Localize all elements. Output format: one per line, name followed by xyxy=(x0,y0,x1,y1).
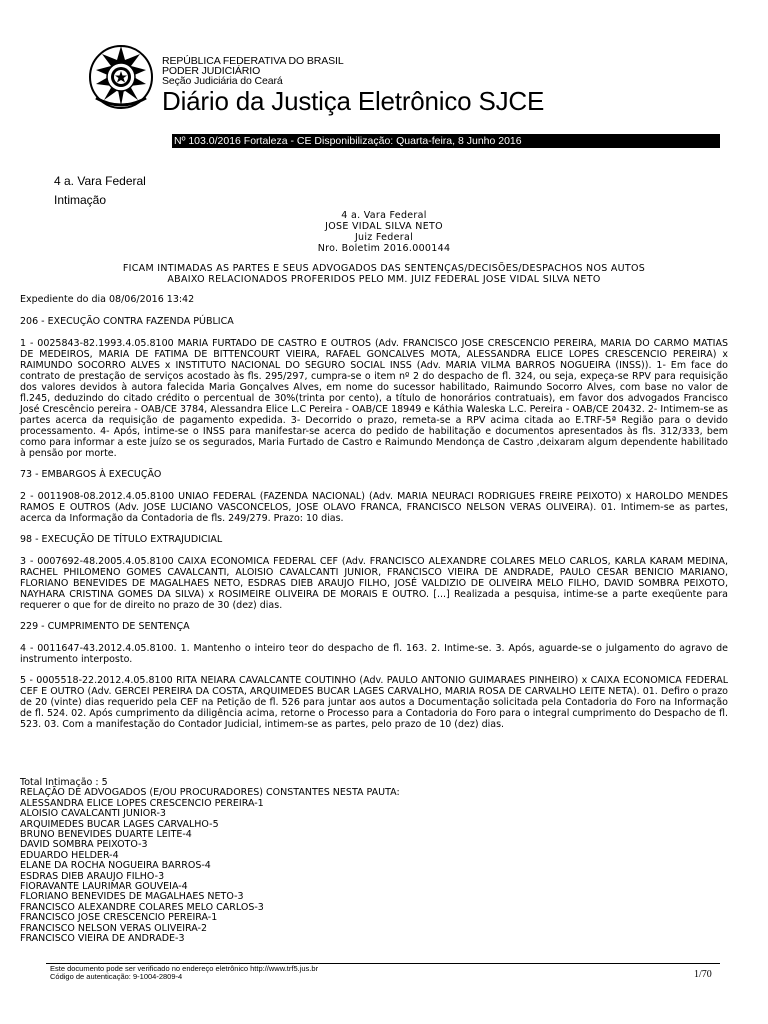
document-body xyxy=(20,294,728,740)
center-line: Juiz Federal xyxy=(354,232,414,243)
page-title: Diário da Justiça Eletrônico SJCE xyxy=(162,86,545,116)
expediente: Expediente do dia 08/06/2016 13:42 xyxy=(20,294,195,305)
footer-auth-code: Código de autenticação: 9-1004-2809-4 xyxy=(50,972,183,981)
section-heading: 98 - EXECUÇÃO DE TÍTULO EXTRAJUDICIAL xyxy=(20,534,223,545)
header-power: PODER JUDICIÁRIO xyxy=(162,65,261,77)
process-entry: 4 - 0011647-43.2012.4.05.8100. 1. Mantenho o inteiro teor do despacho de fl. 163. 2. Intime-se. 3. Após, aguarde-se o julgamento do agravo de instrumento interposto. xyxy=(20,643,728,665)
page-number: 1/70 xyxy=(694,969,712,980)
section-heading: 73 - EMBARGOS À EXECUÇÃO xyxy=(20,469,162,480)
center-line: JOSE VIDAL SILVA NETO xyxy=(325,221,443,232)
notice-line: FICAM INTIMADAS AS PARTES E SEUS ADVOGADOS DAS SENTENÇAS/DECISÕES/DESPACHOS NOS AUTOS xyxy=(122,263,646,274)
edition-info: Nº 103.0/2016 Fortaleza - CE Disponibilização: Quarta-feira, 8 Junho 2016 xyxy=(174,135,522,147)
coat-of-arms-seal-icon xyxy=(88,44,154,110)
header-republic: REPÚBLICA FEDERATIVA DO BRASIL xyxy=(162,55,344,67)
list-item: FLORIANO BENEVIDES DE MAGALHAES NETO-3 xyxy=(20,891,244,903)
section-heading: 229 - CUMPRIMENTO DE SENTENÇA xyxy=(20,621,190,632)
list-item: FIORAVANTE LAURIMAR GOUVEIA-4 xyxy=(20,881,188,893)
info-bar-notch xyxy=(162,134,172,148)
list-item: ALOISIO CAVALCANTI JUNIOR-3 xyxy=(20,808,166,820)
list-item: ARQUIMEDES BUCAR LAGES CARVALHO-5 xyxy=(20,818,219,830)
footer-verification: Este documento pode ser verificado no endereço eletrônico http://www.trf5.jus.br xyxy=(50,964,319,973)
lawyers-list xyxy=(20,778,728,945)
list-item: ALESSANDRA ELICE LOPES CRESCENCIO PEREIRA-1 xyxy=(20,797,264,809)
notice-line: ABAIXO RELACIONADOS PROFERIDOS PELO MM. JUIZ FEDERAL JOSE VIDAL SILVA NETO xyxy=(167,274,601,285)
list-item: ELANE DA ROCHA NOGUEIRA BARROS-4 xyxy=(20,860,211,872)
header-section: Seção Judiciária do Ceará xyxy=(162,75,283,87)
list-item: BRUNO BENEVIDES DUARTE LEITE-4 xyxy=(20,829,192,841)
list-item: ESDRAS DIEB ARAUJO FILHO-3 xyxy=(20,870,165,882)
list-item: EDUARDO HELDER-4 xyxy=(20,849,119,861)
section-type: Intimação xyxy=(54,193,107,207)
list-item: FRANCISCO ALEXANDRE COLARES MELO CARLOS-3 xyxy=(20,901,264,913)
process-entry: 5 - 0005518-22.2012.4.05.8100 RITA NEIARA CAVALCANTE COUTINHO (Adv. PAULO ANTONIO GUIMARAES PINHEIRO) x CAIXA ECONOMICA FEDERAL CEF E OUTRO (Adv. GERCEI PEREIRA DA COSTA, ARQUIMEDES BUCAR LAGES CARVALHO, MARIA ROSA DE CARVALHO LEITE NETA). 01. Defiro o prazo de 20 (vinte) dias requerido pela CEF na Petição de fl. 526 para juntar aos autos a Documentação solicitada pela Contadoria do Foro na Informação de fl. 524. 02. Após cumprimento da diligência acima, retorne o Processo para a Contadoria do Foro para o integral cumprimento do Despacho de fl. 523. 03. Com a manifestação do Contador Judicial, intimem-se as partes, pelo prazo de 10 (dez) dias. xyxy=(20,675,728,730)
total-intimacoes: Total Intimação : 5 xyxy=(20,777,108,788)
section-heading: 206 - EXECUÇÃO CONTRA FAZENDA PÚBLICA xyxy=(20,316,234,327)
process-entry: 1 - 0025843-82.1993.4.05.8100 MARIA FURTADO DE CASTRO E OUTROS (Adv. FRANCISCO JOSE CRESCENCIO PEREIRA, MARIA DO CARMO MATIAS DE MEDEIROS, MARIA DE FATIMA DE BITTENCOURT VIEIRA, RAFAEL GONCALVES MOTA, ALESSANDRA ELICE LOPES CRESCENCIO PEREIRA) x RAIMUNDO SOCORRO ALVES x INSTITUTO NACIONAL DO SEGURO SOCIAL INSS (Adv. MARIA VILMA BARROS NOGUEIRA (INSS)). 1- Em face do contrato de prestação de serviços acostado às fls. 295/297, cumpra-se o item nº 2 do despacho de fl. 324, ou seja, expeça-se RPV para requisição dos valores devidos à autora falecida Maria Gonçalves Alves, em nome do sucessor habilitado, Raimundo Socorro Alves, com base no valor de fl.245, deduzindo do citado crédito o percentual de 30%(trinta por cento), a título de honorários contratuais), em favor dos advogados Francisco José Crescêncio pereira - OAB/CE 3784, Alessandra Elice L.C Pereira - OAB/CE 18949 e Káthia Waleska L.C. Pereira - OAB/CE 20432. 2- Intimem-se as partes acerca da requisição de pagamento expedida. 3- Decorrido o prazo, remeta-se a RPV acima citada ao E.TRF-5ª Região para o devido processamento. 4- Após, intime-se o INSS para manifestar-se acerca do pedido de habilitação e documentos apresentados às fls. 312/333, bem como para informar a este juízo se os segurados, Maria Furtado de Castro e Raimundo Mendonça de Castro ,deixaram algum dependente habilitado à pensão por morte. xyxy=(20,338,728,459)
list-item: FRANCISCO NELSON VERAS OLIVEIRA-2 xyxy=(20,922,208,934)
section-vara: 4 a. Vara Federal xyxy=(54,174,146,188)
list-item: FRANCISCO JOSE CRESCENCIO PEREIRA-1 xyxy=(20,912,218,924)
process-entry: 3 - 0007692-48.2005.4.05.8100 CAIXA ECONOMICA FEDERAL CEF (Adv. FRANCISCO ALEXANDRE COLARES MELO CARLOS, KARLA KARAM MEDINA, RACHEL PHILOMENO GOMES CAVALCANTI, ALOISIO CAVALCANTI JUNIOR, FRANCISCO VIEIRA DE ANDRADE, PAULO CESAR BENICIO MARIANO, FLORIANO BENEVIDES DE MAGALHAES NETO, ESDRAS DIEB ARAUJO FILHO, JOSÉ VALDIZIO DE OLIVEIRA MELO FILHO, DAVID SOMBRA PEIXOTO, NAYHARA CRISTINA GOMES DA SILVA) x ROSIMEIRE OLIVEIRA DE MORAIS E OUTRO. [...] Realizada a pesquisa, intime-se a parte exeqüente para requerer o que for de direito no prazo de 30 (dez) dias. xyxy=(20,556,728,611)
list-item: DAVID SOMBRA PEIXOTO-3 xyxy=(20,839,148,851)
process-entry: 2 - 0011908-08.2012.4.05.8100 UNIAO FEDERAL (FAZENDA NACIONAL) (Adv. MARIA NEURACI RODRIGUES FREIRE PEIXOTO) x HAROLDO MENDES RAMOS E OUTROS (Adv. JOSE LUCIANO VASCONCELOS, JOSE OLAVO FRANCA, FRANCISCO NELSON VERAS OLIVEIRA). 01. Intimem-se as partes, acerca da Informação da Contadoria de fls. 249/279. Prazo: 10 dias. xyxy=(20,491,728,524)
center-line: 4 a. Vara Federal xyxy=(341,210,427,221)
center-line: Nro. Boletim 2016.000144 xyxy=(317,243,451,254)
list-heading: RELAÇÃO DE ADVOGADOS (E/OU PROCURADORES) CONSTANTES NESTA PAUTA: xyxy=(20,787,400,799)
list-item: FRANCISCO VIEIRA DE ANDRADE-3 xyxy=(20,933,185,945)
